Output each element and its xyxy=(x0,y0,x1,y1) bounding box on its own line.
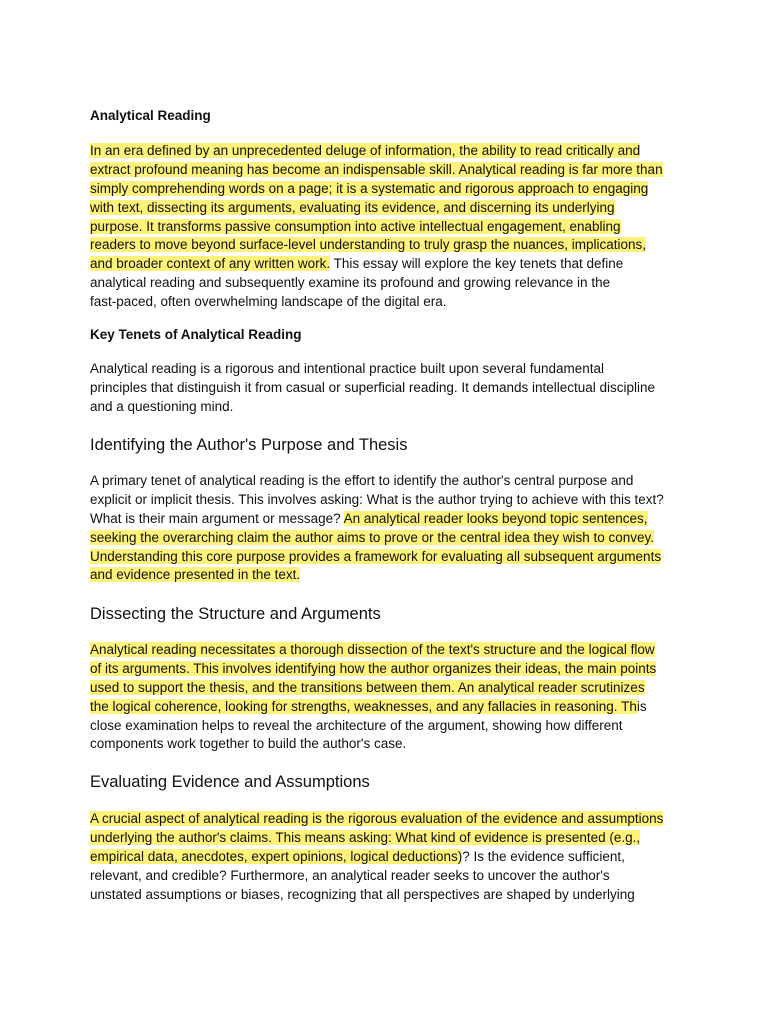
highlight-line: Understanding this core purpose provides a framework for evaluating all subsequent arguments xyxy=(90,548,662,564)
document-title: Analytical Reading xyxy=(90,108,211,123)
highlight-line: used to support the thesis, and the transitions between them. An analytical reader scrutinizes xyxy=(90,679,645,695)
section-heading-structure: Dissecting the Structure and Arguments xyxy=(90,605,381,623)
paragraph-text: ? Is the evidence sufficient, xyxy=(462,848,625,864)
highlight-line: A crucial aspect of analytical reading is the rigorous evaluation of the evidence and assumptions xyxy=(90,811,664,826)
paragraph-text: What is their main argument or message? xyxy=(90,510,344,526)
paragraph-line: Analytical reading is a rigorous and intentional practice built upon several fundamental xyxy=(90,361,605,376)
section-heading-evidence: Evaluating Evidence and Assumptions xyxy=(90,773,370,791)
highlight-line: seeking the overarching claim the author aims to prove or the central idea they wish to convey. xyxy=(90,529,655,545)
document-page xyxy=(90,0,690,1024)
intro-text-line: fast-paced, often overwhelming landscape of the digital era. xyxy=(90,294,447,310)
intro-highlight-line: and broader context of any written work. xyxy=(90,256,331,272)
intro-highlight-line: In an era defined by an unprecedented deluge of information, the ability to read critically and xyxy=(90,143,641,158)
highlight-line: empirical data, anecdotes, expert opinions, logical deductions) xyxy=(90,848,463,864)
paragraph-line: relevant, and credible? Furthermore, an analytical reader seeks to uncover the author's xyxy=(90,867,610,883)
highlight-line: Analytical reading necessitates a thorough dissection of the text's structure and the logical flow xyxy=(90,642,655,657)
paragraph-line: components work together to build the author's case. xyxy=(90,736,407,752)
intro-highlight-line: extract profound meaning has become an indispensable skill. Analytical reading is far more than xyxy=(90,161,663,177)
highlight-line: of its arguments. This involves identifying how the author organizes their ideas, the main points xyxy=(90,660,657,676)
paragraph-text: is xyxy=(636,698,647,714)
section-evidence-paragraph xyxy=(90,810,690,904)
intro-text-line: analytical reading and subsequently examine its profound and growing relevance in the xyxy=(90,275,611,291)
paragraph-line: A primary tenet of analytical reading is the effort to identify the author's central purpose and xyxy=(90,473,634,488)
highlight-line: the logical coherence, looking for strengths, weaknesses, and any fallacies in reasoning. Th xyxy=(90,698,637,714)
intro-highlight-line: with text, dissecting its arguments, evaluating its evidence, and discerning its underlying xyxy=(90,199,615,215)
section-structure-paragraph xyxy=(90,641,690,754)
highlight-line: underlying the author's claims. This means asking: What kind of evidence is presented (e.g., xyxy=(90,829,641,845)
section-purpose-paragraph xyxy=(90,472,690,585)
highlight-line: An analytical reader looks beyond topic sentences, xyxy=(343,510,648,526)
intro-highlight-line: simply comprehending words on a page; it is a systematic and rigorous approach to engaging xyxy=(90,180,649,196)
intro-highlight-line: purpose. It transforms passive consumption into active intellectual engagement, enabling xyxy=(90,218,621,234)
paragraph-line: and a questioning mind. xyxy=(90,398,234,414)
intro-highlight-line: readers to move beyond surface-level understanding to truly grasp the nuances, implications, xyxy=(90,237,647,253)
section-heading-purpose: Identifying the Author's Purpose and Thesis xyxy=(90,436,408,454)
key-tenets-heading: Key Tenets of Analytical Reading xyxy=(90,327,302,342)
intro-text: This essay will explore the key tenets that define xyxy=(330,256,624,272)
paragraph-line: explicit or implicit thesis. This involves asking: What is the author trying to achieve with this text? xyxy=(90,491,664,507)
paragraph-line: principles that distinguish it from casual or superficial reading. It demands intellectual discipline xyxy=(90,379,656,395)
paragraph-line: close examination helps to reveal the architecture of the argument, showing how different xyxy=(90,717,623,733)
key-tenets-paragraph xyxy=(90,360,690,417)
paragraph-line: unstated assumptions or biases, recognizing that all perspectives are shaped by underlying xyxy=(90,886,635,902)
highlight-line: and evidence presented in the text. xyxy=(90,567,301,583)
intro-paragraph xyxy=(90,142,690,312)
